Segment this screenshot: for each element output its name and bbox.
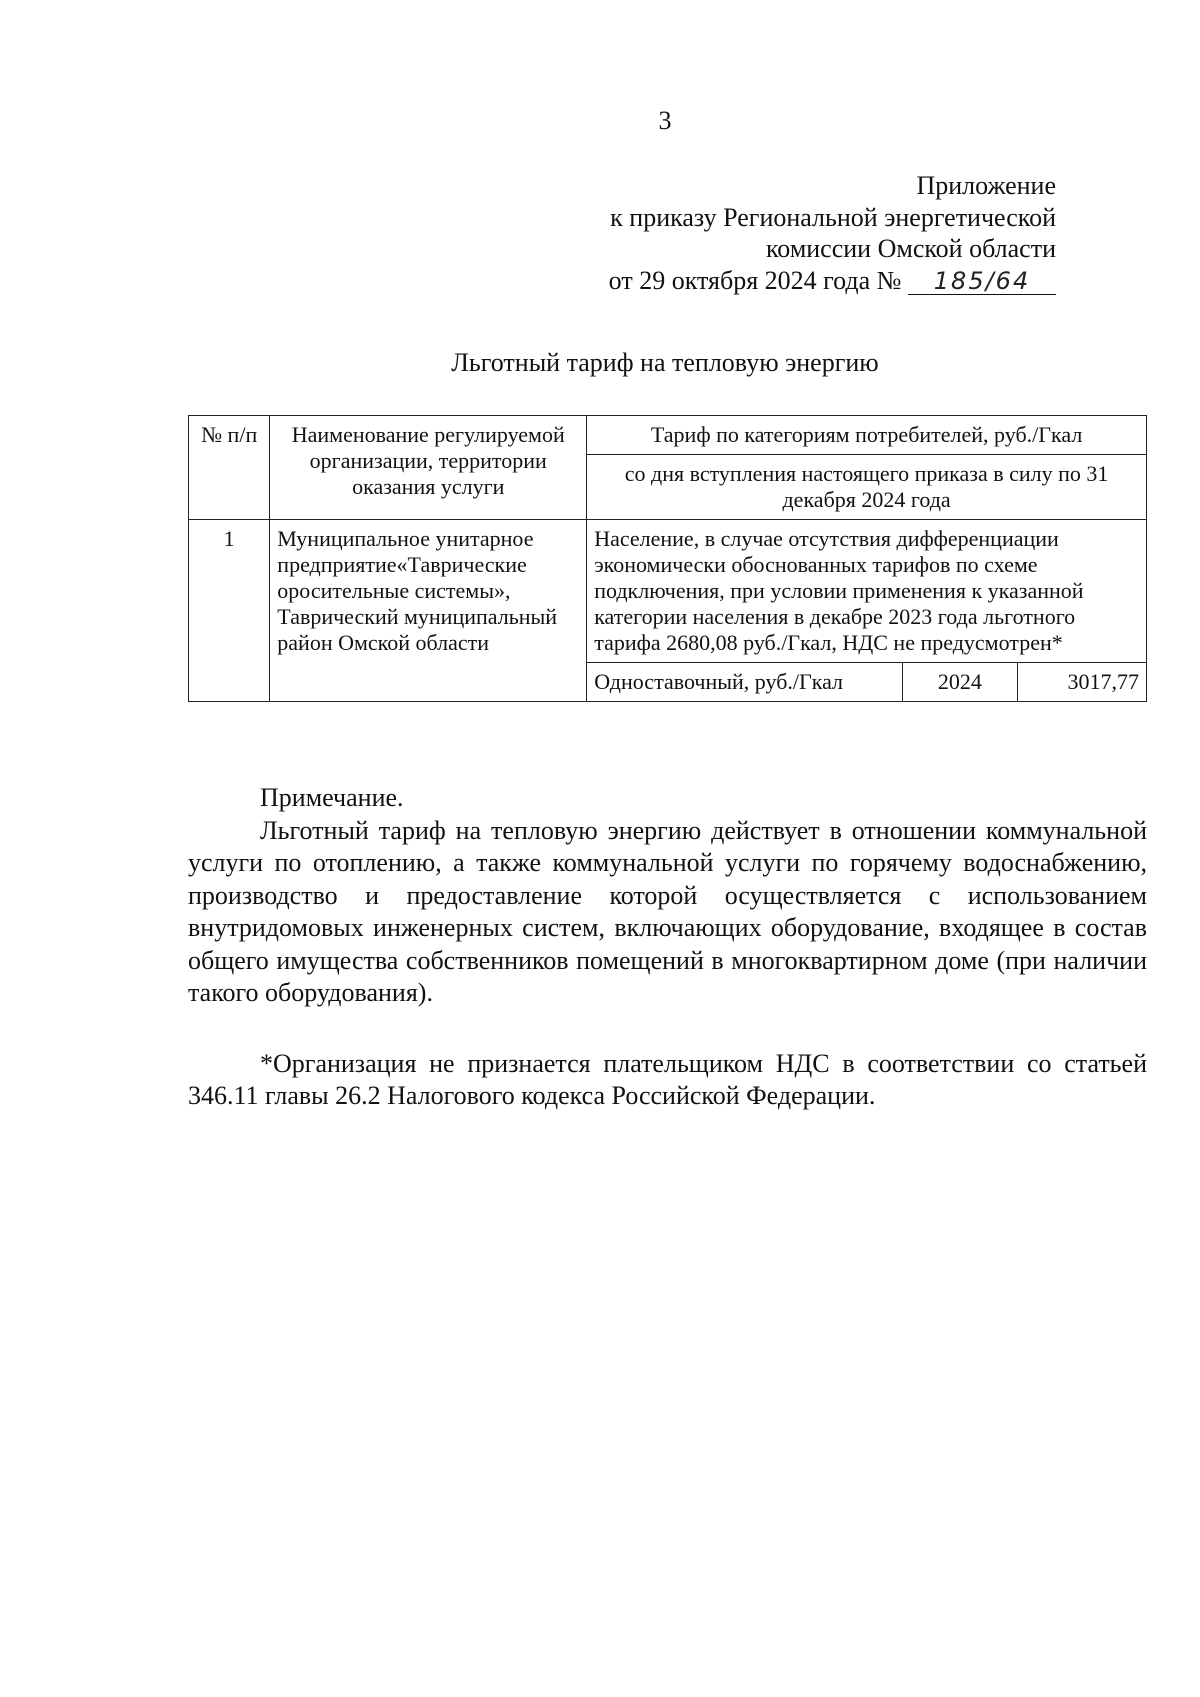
appendix-block: [609, 170, 1056, 296]
header-organization: Наименование регулируемой организации, территории оказания услуги: [270, 416, 587, 520]
order-number-handwritten: 185/64: [908, 268, 1056, 295]
table-row: [189, 520, 1147, 663]
appendix-heading: Приложение: [916, 171, 1056, 200]
notes-paragraph: Льготный тариф на тепловую энергию действует в отношении коммунальной услуги по отоплению, а также коммунальной услуги по горячему водоснабжению, производство и предоставление которой осуществляется с использованием внутридомовых инженерных систем, включающих оборудование, входящее в состав общего имущества собственников помещений в многоквартирном доме (при наличии такого оборудования).: [188, 815, 1147, 1007]
footnote: *Организация не признается плательщиком НДС в соответствии со статьей 346.11 главы 26.2 Налогового кодекса Российской Федерации.: [188, 1048, 1147, 1110]
header-period: со дня вступления настоящего приказа в силу по 31 декабря 2024 года: [587, 455, 1147, 520]
row-organization: Муниципальное унитарное предприятие«Таврические оросительные системы», Таврический муниципальный район Омской области: [270, 520, 587, 702]
row-year: 2024: [903, 663, 1018, 702]
appendix-order-ref: к приказу Региональной энергетической: [610, 202, 1056, 232]
appendix-commission: комиссии Омской области: [766, 234, 1056, 263]
row-number: 1: [189, 520, 270, 702]
header-number: № п/п: [189, 416, 270, 520]
appendix-date-line: [609, 265, 1056, 297]
notes-section: [188, 782, 1147, 1113]
row-tariff-value: 3017,77: [1017, 663, 1146, 702]
document-title: Льготный тариф на тепловую энергию: [451, 348, 879, 377]
header-tariff: Тариф по категориям потребителей, руб./Гкал: [587, 416, 1147, 455]
appendix-date: от 29 октября 2024 года №: [608, 265, 902, 295]
tariff-table: [188, 415, 1147, 702]
row-consumer-category: Население, в случае отсутствия дифференциации экономически обоснованных тарифов по схеме подключения, при условии применения к указанной категории населения в декабре 2023 года льготного тарифа 2680,08 руб./Гкал, НДС не предусмотрен*: [587, 520, 1147, 663]
notes-heading: Примечание.: [260, 783, 404, 812]
table-header-row: [189, 416, 1147, 455]
row-rate-type: Одноставочный, руб./Гкал: [587, 663, 903, 702]
page-number: 3: [658, 106, 672, 135]
